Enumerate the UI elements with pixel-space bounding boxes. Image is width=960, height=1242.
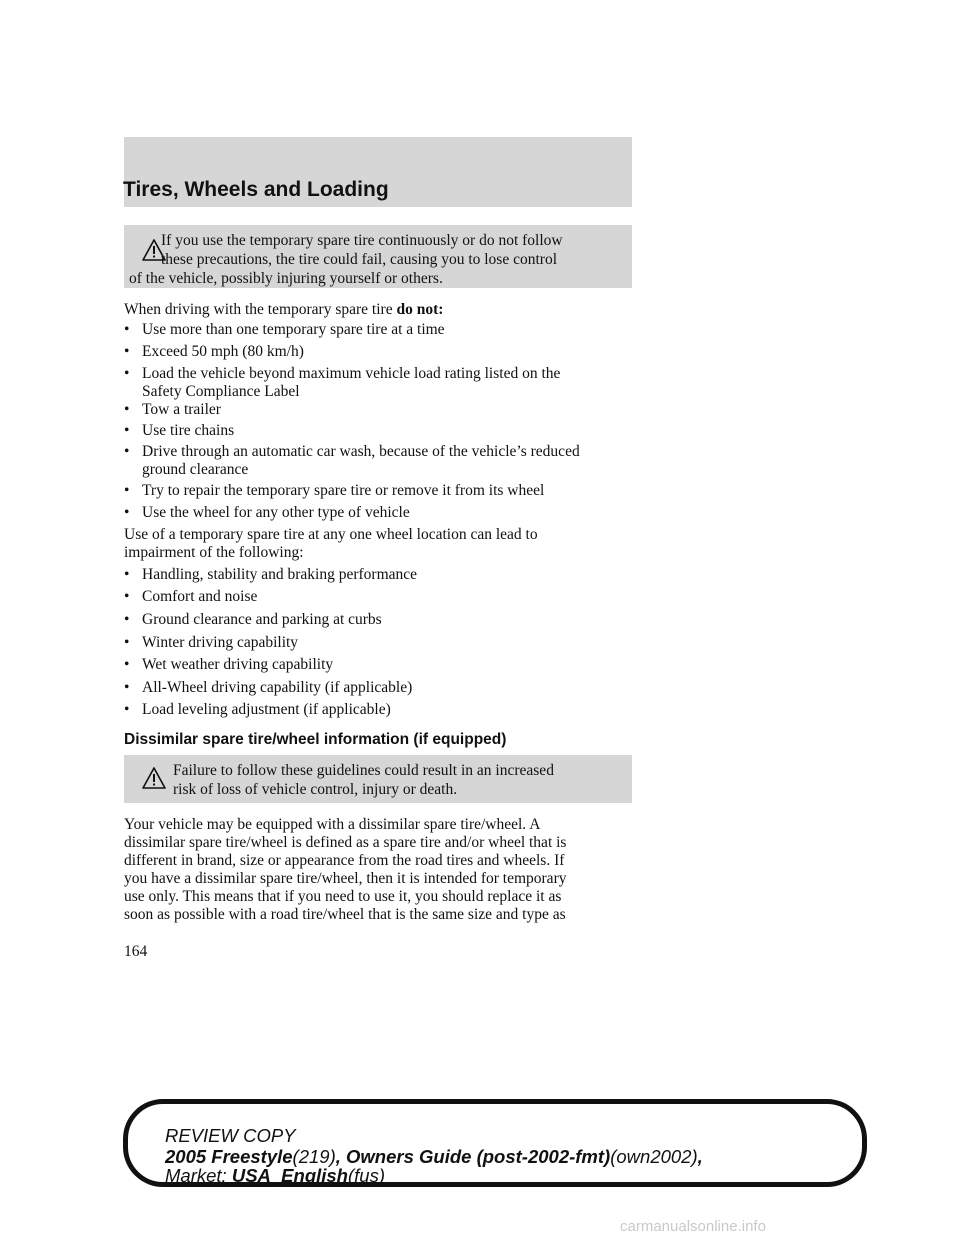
- list-item: • Use the wheel for any other type of vehicle: [124, 504, 410, 521]
- body-line: different in brand, size or appearance from the road tires and wheels. If: [124, 852, 565, 869]
- body-line: use only. This means that if you need to use it, you should replace it as: [124, 888, 562, 905]
- warning-line: If you use the temporary spare tire continuously or do not follow: [161, 232, 563, 249]
- bullet-icon: •: [124, 634, 130, 651]
- review-guide-code: (own2002): [610, 1146, 698, 1167]
- body-line: you have a dissimilar spare tire/wheel, then it is intended for temporary: [124, 870, 567, 887]
- review-model: 2005 Freestyle: [165, 1146, 293, 1167]
- list-item: • Ground clearance and parking at curbs: [124, 611, 382, 628]
- bullet-icon: •: [124, 321, 130, 338]
- review-model-code: (219): [292, 1146, 336, 1167]
- bullet-icon: •: [124, 588, 130, 605]
- list-item: • Winter driving capability: [124, 634, 299, 651]
- review-market-code: (fus): [348, 1165, 385, 1186]
- list-item: • Comfort and noise: [124, 588, 258, 605]
- bullet-icon: •: [124, 566, 130, 583]
- review-copy-label: REVIEW COPY: [165, 1125, 296, 1146]
- warning-triangle-icon: [142, 239, 166, 261]
- warning-line: Failure to follow these guidelines could result in an increased: [173, 762, 554, 779]
- list-item: • Exceed 50 mph (80 km/h): [124, 343, 304, 360]
- bullet-icon: •: [124, 656, 130, 673]
- review-copy-model-line: [165, 1147, 703, 1167]
- intro-text: When driving with the temporary spare tire: [124, 301, 397, 318]
- bullet-icon: •: [124, 401, 130, 418]
- intro-paragraph: [124, 301, 443, 319]
- review-copy-market-line: [165, 1166, 385, 1186]
- warning-line: of the vehicle, possibly injuring yourself or others.: [129, 270, 443, 287]
- section-title: Tires, Wheels and Loading: [123, 178, 389, 201]
- bullet-icon: •: [124, 611, 130, 628]
- warning-text: [152, 761, 624, 799]
- list-item: • Wet weather driving capability: [124, 656, 334, 673]
- bullet-icon: •: [124, 365, 130, 382]
- list-item: • Handling, stability and braking performance: [124, 566, 418, 583]
- warning-line: these precautions, the tire could fail, causing you to lose control: [161, 251, 557, 268]
- list-item: • Try to repair the temporary spare tire or remove it from its wheel: [124, 482, 545, 499]
- list-item: • Load the vehicle beyond maximum vehicle load rating listed on the Safety Compliance Label: [124, 365, 561, 400]
- bullet-icon: •: [124, 343, 130, 360]
- bullet-icon: •: [124, 504, 130, 521]
- subheading-dissimilar-spare: Dissimilar spare tire/wheel information (if equipped): [124, 731, 507, 748]
- list-item: • Use more than one temporary spare tire at a time: [124, 321, 445, 338]
- warning-text: [129, 231, 624, 288]
- list-item: • Use tire chains: [124, 422, 235, 439]
- warning-line: risk of loss of vehicle control, injury or death.: [173, 781, 458, 798]
- review-trail: ,: [697, 1146, 703, 1167]
- warning-triangle-icon: [142, 767, 166, 789]
- bullet-icon: •: [124, 701, 130, 718]
- page-number: 164: [124, 943, 148, 960]
- watermark-text: carmanualsonline.info: [620, 1218, 766, 1235]
- list-item: • All-Wheel driving capability (if applicable): [124, 679, 413, 696]
- warning-box-guidelines: [124, 755, 632, 803]
- review-market: USA_English: [231, 1165, 348, 1186]
- list-item: • Drive through an automatic car wash, because of the vehicle’s reduced ground clearance: [124, 443, 580, 478]
- body-line: Your vehicle may be equipped with a dissimilar spare tire/wheel. A: [124, 816, 541, 833]
- bullet-icon: •: [124, 679, 130, 696]
- warning-box-temporary-spare: [124, 225, 632, 288]
- impairment-line: impairment of the following:: [124, 544, 304, 561]
- review-market-label: Market:: [165, 1165, 232, 1186]
- list-item: • Load leveling adjustment (if applicable): [124, 701, 391, 718]
- impairment-line: Use of a temporary spare tire at any one wheel location can lead to: [124, 526, 538, 543]
- intro-emphasis: do not:: [396, 301, 444, 318]
- bullet-icon: •: [124, 482, 130, 499]
- body-line: dissimilar spare tire/wheel is defined as a spare tire and/or wheel that is: [124, 834, 567, 851]
- body-line: soon as possible with a road tire/wheel that is the same size and type as: [124, 906, 566, 923]
- list-item: • Tow a trailer: [124, 401, 221, 418]
- bullet-icon: •: [124, 443, 130, 460]
- review-guide: , Owners Guide (post-2002-fmt): [335, 1146, 611, 1167]
- bullet-icon: •: [124, 422, 130, 439]
